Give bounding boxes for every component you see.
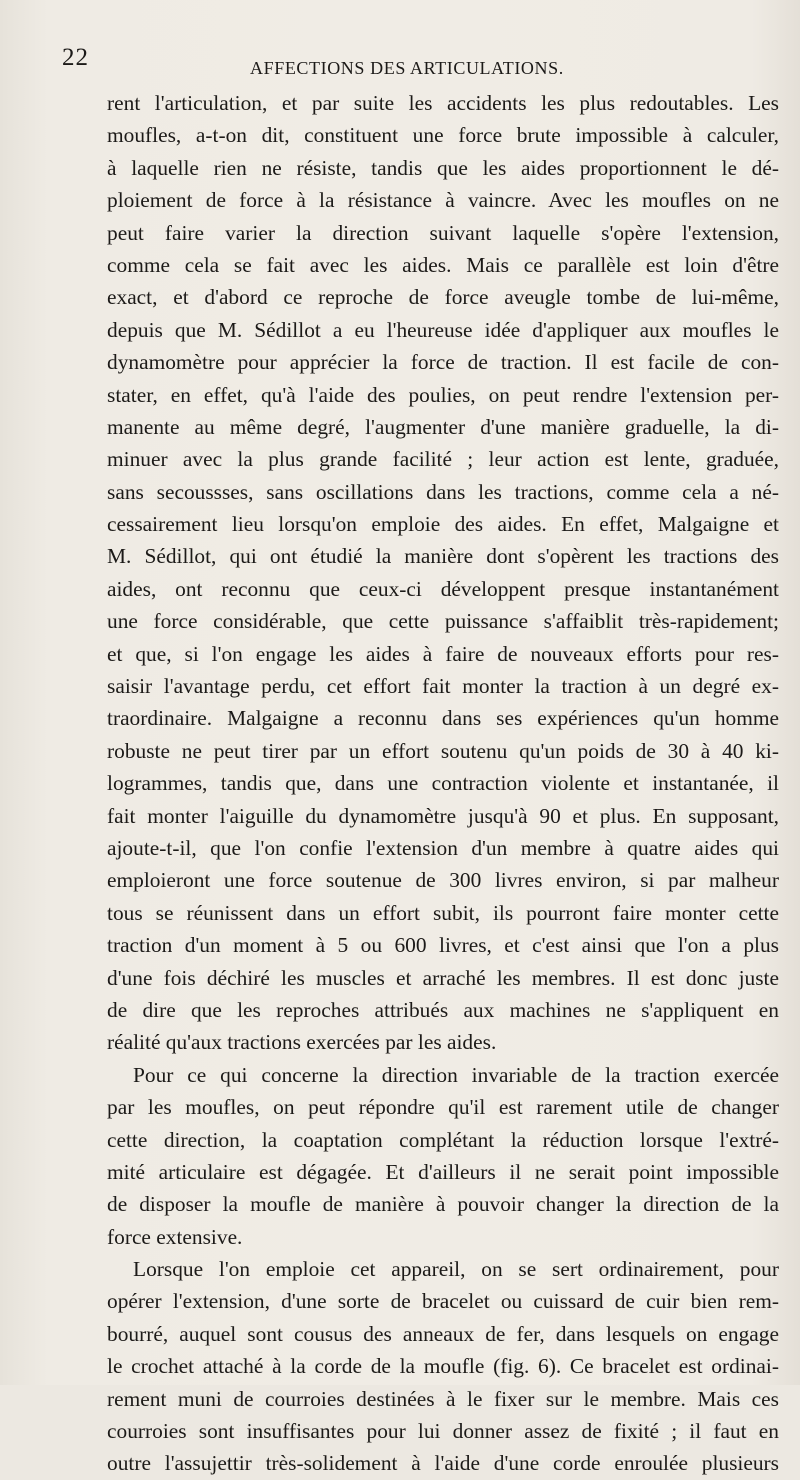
text-line: traordinaire. Malgaigne a reconnu dans ses expériences qu'un homme (107, 706, 779, 731)
text-line: emploieront une force soutenue de 300 livres environ, si par malheur (107, 868, 779, 893)
text-line: rement muni de courroies destinées à le fixer sur le membre. Mais ces (107, 1386, 779, 1411)
text-line: cette direction, la coaptation complétant la réduction lorsque l'extré- (107, 1127, 779, 1152)
text-line: peut faire varier la direction suivant laquelle s'opère l'extension, (107, 220, 779, 245)
running-head (0, 44, 800, 88)
text-line: Pour ce qui concerne la direction invariable de la traction exercée (133, 1062, 779, 1087)
text-line: aides, ont reconnu que ceux-ci développent presque instantanément (107, 576, 779, 601)
text-line: ajoute-t-il, que l'on confie l'extension d'un membre à quatre aides qui (107, 835, 779, 860)
text-line: une force considérable, que cette puissance s'affaiblit très-rapidement; (107, 609, 779, 634)
text-line: et que, si l'on engage les aides à faire de nouveaux efforts pour res- (107, 641, 779, 666)
text-line: le crochet attaché à la corde de la moufle (fig. 6). Ce bracelet est ordinai- (107, 1354, 779, 1379)
text-line: rent l'articulation, et par suite les accidents les plus redoutables. Les (107, 91, 779, 115)
text-line: exact, et d'abord ce reproche de force aveugle tombe de lui-même, (107, 285, 779, 310)
text-line: cessairement lieu lorsqu'on emploie des aides. En effet, Malgaigne et (107, 512, 779, 537)
text-line: logrammes, tandis que, dans une contraction violente et instantanée, il (107, 771, 779, 796)
text-line: de dire que les reproches attribués aux machines ne s'appliquent en (107, 997, 779, 1022)
text-line: Lorsque l'on emploie cet appareil, on se sert ordinairement, pour (133, 1257, 779, 1282)
page-number: 22 (62, 44, 89, 71)
text-line: ploiement de force à la résistance à vaincre. Avec les moufles on ne (107, 188, 779, 213)
text-line: d'une fois déchiré les muscles et arraché les membres. Il est donc juste (107, 965, 779, 990)
text-line: de disposer la moufle de manière à pouvoir changer la direction de la (107, 1192, 779, 1217)
text-line: comme cela se fait avec les aides. Mais ce parallèle est loin d'être (107, 252, 779, 277)
text-line: mité articulaire est dégagée. Et d'ailleurs il ne serait point impossible (107, 1159, 779, 1184)
text-line: stater, en effet, qu'à l'aide des poulies, on peut rendre l'extension per- (107, 382, 779, 407)
text-line: courroies sont insuffisantes pour lui donner assez de fixité ; il faut en (107, 1419, 779, 1444)
text-line: M. Sédillot, qui ont étudié la manière dont s'opèrent les tractions des (107, 544, 779, 569)
text-line: moufles, a-t-on dit, constituent une force brute impossible à calculer, (107, 123, 779, 148)
body-text (107, 87, 779, 1480)
running-title: AFFECTIONS DES ARTICULATIONS. (250, 58, 564, 78)
text-line: saisir l'avantage perdu, cet effort fait monter la traction à un degré ex- (107, 674, 779, 699)
text-line: par les moufles, on peut répondre qu'il est rarement utile de changer (107, 1095, 779, 1120)
text-line: manente au même degré, l'augmenter d'une manière graduelle, la di- (107, 414, 779, 439)
text-line: depuis que M. Sédillot a eu l'heureuse idée d'appliquer aux moufles le (107, 317, 779, 342)
text-line: à laquelle rien ne résiste, tandis que les aides proportionnent le dé- (107, 155, 779, 180)
text-line: bourré, auquel sont cousus des anneaux de fer, dans lesquels on engage (107, 1321, 779, 1346)
text-line: fait monter l'aiguille du dynamomètre jusqu'à 90 et plus. En supposant, (107, 803, 779, 828)
text-line: minuer avec la plus grande facilité ; leur action est lente, graduée, (107, 447, 779, 472)
text-line: sans secoussses, sans oscillations dans les tractions, comme cela a né- (107, 479, 779, 504)
text-line: robuste ne peut tirer par un effort soutenu qu'un poids de 30 à 40 ki- (107, 738, 779, 763)
text-line: tous se réunissent dans un effort subit, ils pourront faire monter cette (107, 900, 779, 925)
text-line: dynamomètre pour apprécier la force de traction. Il est facile de con- (107, 350, 779, 375)
text-line: outre l'assujettir très-solidement à l'aide d'une corde enroulée plusieurs (107, 1451, 779, 1476)
text-line: opérer l'extension, d'une sorte de bracelet ou cuissard de cuir bien rem- (107, 1289, 779, 1314)
text-line: traction d'un moment à 5 ou 600 livres, et c'est ainsi que l'on a plus (107, 933, 779, 958)
text-line: réalité qu'aux tractions exercées par les aides. (107, 1030, 497, 1055)
text-line: force extensive. (107, 1224, 243, 1249)
